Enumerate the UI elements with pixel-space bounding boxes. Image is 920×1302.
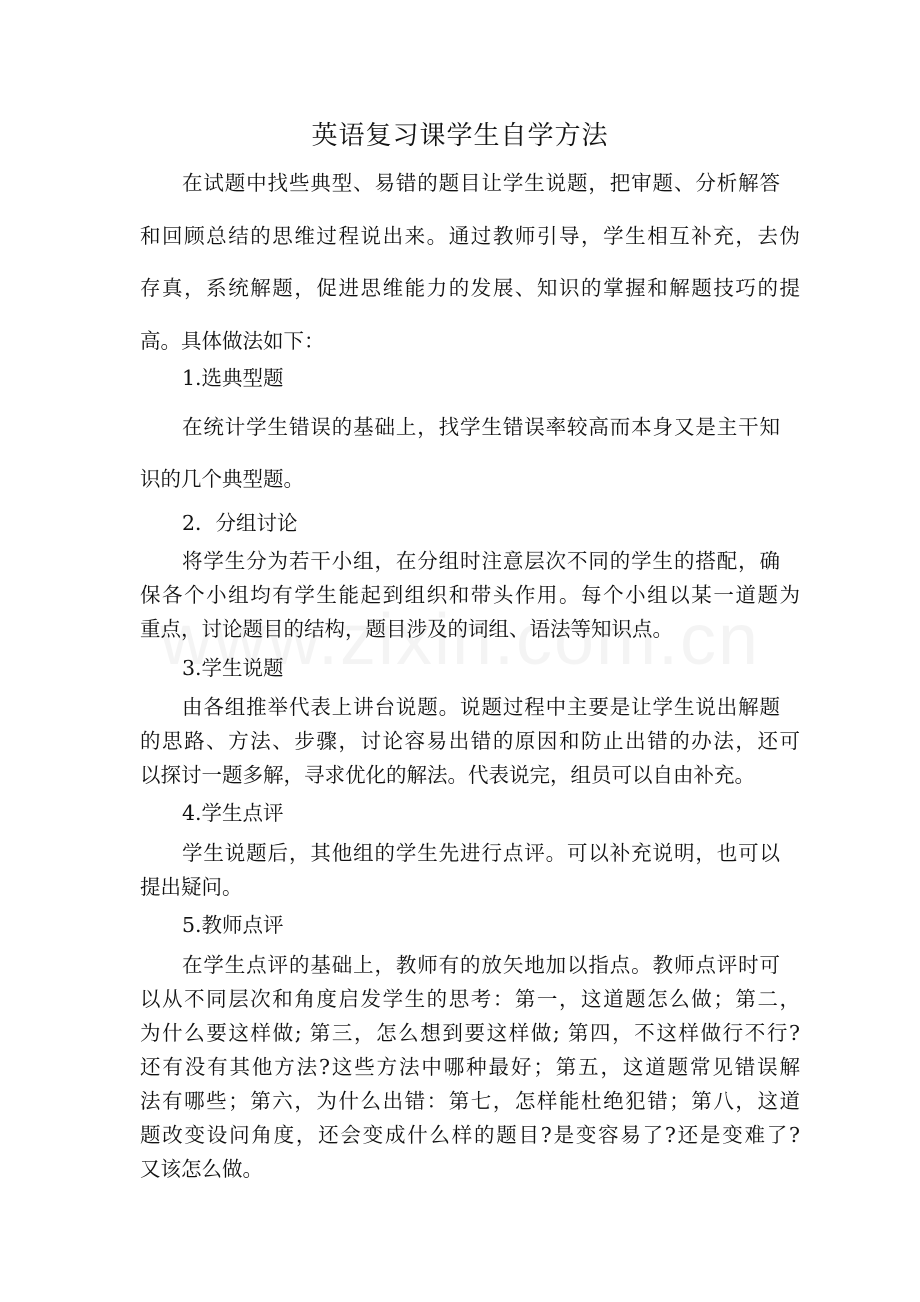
paragraph-line: 在学生点评的基础上，教师有的放矢地加以指点。教师点评时可	[182, 953, 780, 977]
paragraph-line: 重点，讨论题目的结构，题目涉及的词组、语法等知识点。	[140, 617, 673, 641]
paragraph-line: 在统计学生错误的基础上，找学生错误率较高而本身又是主干知	[182, 415, 780, 439]
paragraph-line: 题改变设问角度，还会变成什么样的题目?是变容易了?还是变难了?	[140, 1123, 800, 1147]
intro-line: 高。具体做法如下：	[140, 329, 325, 353]
section-heading: 2．分组讨论	[182, 511, 298, 535]
paragraph-line: 以从不同层次和角度启发学生的思考：第一，这道题怎么做；第二，	[140, 987, 800, 1011]
intro-line: 和回顾总结的思维过程说出来。通过教师引导，学生相互补充，去伪	[140, 224, 800, 248]
paragraph-line: 为什么要这样做; 第三，怎么想到要这样做; 第四，不这样做行不行?	[140, 1021, 800, 1045]
paragraph-line: 又该怎么做。	[140, 1157, 263, 1181]
paragraph-line: 保各个小组均有学生能起到组织和带头作用。每个小组以某一道题为	[140, 583, 800, 607]
intro-line: 在试题中找些典型、易错的题目让学生说题，把审题、分析解答	[182, 171, 780, 195]
paragraph-line: 以探讨一题多解，寻求优化的解法。代表说完，组员可以自由补充。	[140, 763, 755, 787]
section-heading: 3.学生说题	[182, 656, 284, 680]
paragraph-line: 提出疑问。	[140, 875, 243, 899]
paragraph-line: 还有没有其他方法?这些方法中哪种最好；第五，这道题常见错误解	[140, 1055, 800, 1079]
page-title: 英语复习课学生自学方法	[311, 121, 609, 151]
paragraph-line: 的思路、方法、步骤，讨论容易出错的原因和防止出错的办法，还可	[140, 729, 800, 753]
paragraph-line: 学生说题后，其他组的学生先进行点评。可以补充说明，也可以	[182, 841, 780, 865]
paragraph-line: 识的几个典型题。	[140, 467, 304, 491]
section-heading: 1.选典型题	[182, 366, 284, 390]
intro-line: 存真，系统解题，促进思维能力的发展、知识的掌握和解题技巧的提	[140, 276, 800, 300]
paragraph-line: 将学生分为若干小组，在分组时注意层次不同的学生的搭配，确	[182, 549, 780, 573]
paragraph-line: 法有哪些；第六，为什么出错：第七，怎样能杜绝犯错；第八，这道	[140, 1089, 800, 1113]
section-heading: 5.教师点评	[182, 913, 284, 937]
paragraph-line: 由各组推举代表上讲台说题。说题过程中主要是让学生说出解题	[182, 695, 780, 719]
section-heading: 4.学生点评	[182, 801, 284, 825]
